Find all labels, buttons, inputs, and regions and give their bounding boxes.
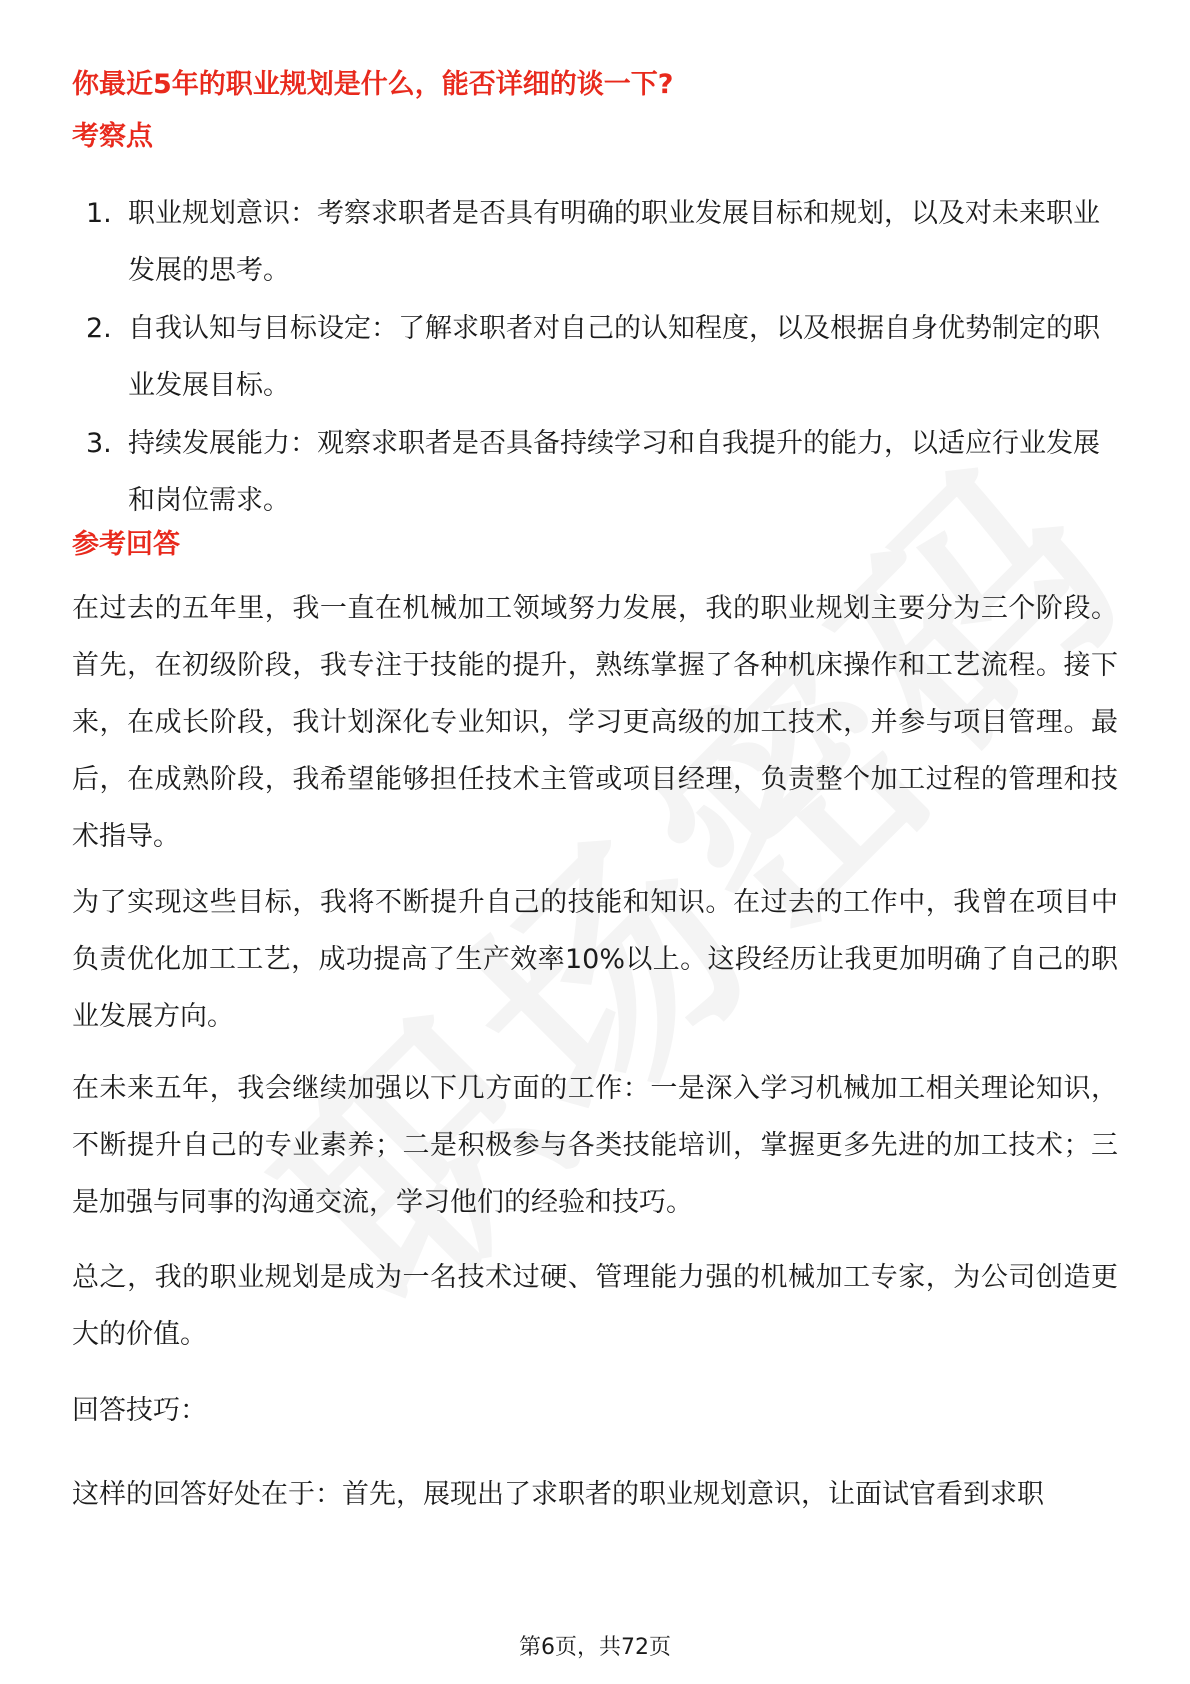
answer-paragraph: 总之，我的职业规划是成为一名技术过硬、管理能力强的机械加工专家，为公司创造更大的价值。 (72, 1262, 1118, 1350)
list-item (72, 415, 1118, 529)
tips-heading: 回答技巧： (72, 1395, 207, 1426)
list-number: 2. (86, 313, 112, 344)
list-item-text: 自我认知与目标设定：了解求职者对自己的认知程度，以及根据自身优势制定的职业发展目标。 (128, 313, 1100, 401)
question-heading: 你最近5年的职业规划是什么，能否详细的谈一下? (72, 69, 674, 100)
answer-paragraph: 这样的回答好处在于：首先，展现出了求职者的职业规划意识，让面试官看到求职 (72, 1479, 1044, 1510)
exam-points-list (72, 185, 1118, 530)
exam-points-title: 考察点 (72, 121, 153, 152)
list-item-text: 职业规划意识：考察求职者是否具有明确的职业发展目标和规划，以及对未来职业发展的思考。 (128, 198, 1100, 286)
list-number: 3. (86, 428, 112, 459)
answer-paragraph: 为了实现这些目标，我将不断提升自己的技能和知识。在过去的工作中，我曾在项目中负责优化加工工艺，成功提高了生产效率10%以上。这段经历让我更加明确了自己的职业发展方向。 (72, 887, 1118, 1032)
answer-paragraph: 在未来五年，我会继续加强以下几方面的工作：一是深入学习机械加工相关理论知识，不断提升自己的专业素养；二是积极参与各类技能培训，掌握更多先进的加工技术；三是加强与同事的沟通交流，学习他们的经验和技巧。 (72, 1073, 1118, 1218)
list-item-text: 持续发展能力：观察求职者是否具备持续学习和自我提升的能力，以适应行业发展和岗位需求。 (128, 428, 1100, 516)
list-number: 1. (86, 198, 112, 229)
list-item (72, 300, 1118, 414)
answer-paragraph: 在过去的五年里，我一直在机械加工领域努力发展，我的职业规划主要分为三个阶段。首先，在初级阶段，我专注于技能的提升，熟练掌握了各种机床操作和工艺流程。接下来，在成长阶段，我计划深化专业知识，学习更高级的加工技术，并参与项目管理。最后，在成熟阶段，我希望能够担任技术主管或项目经理，负责整个加工过程的管理和技术指导。 (72, 593, 1118, 852)
reference-answer-title: 参考回答 (72, 529, 180, 560)
page-footer: 第6页，共72页 (519, 1635, 671, 1660)
list-item (72, 185, 1118, 299)
